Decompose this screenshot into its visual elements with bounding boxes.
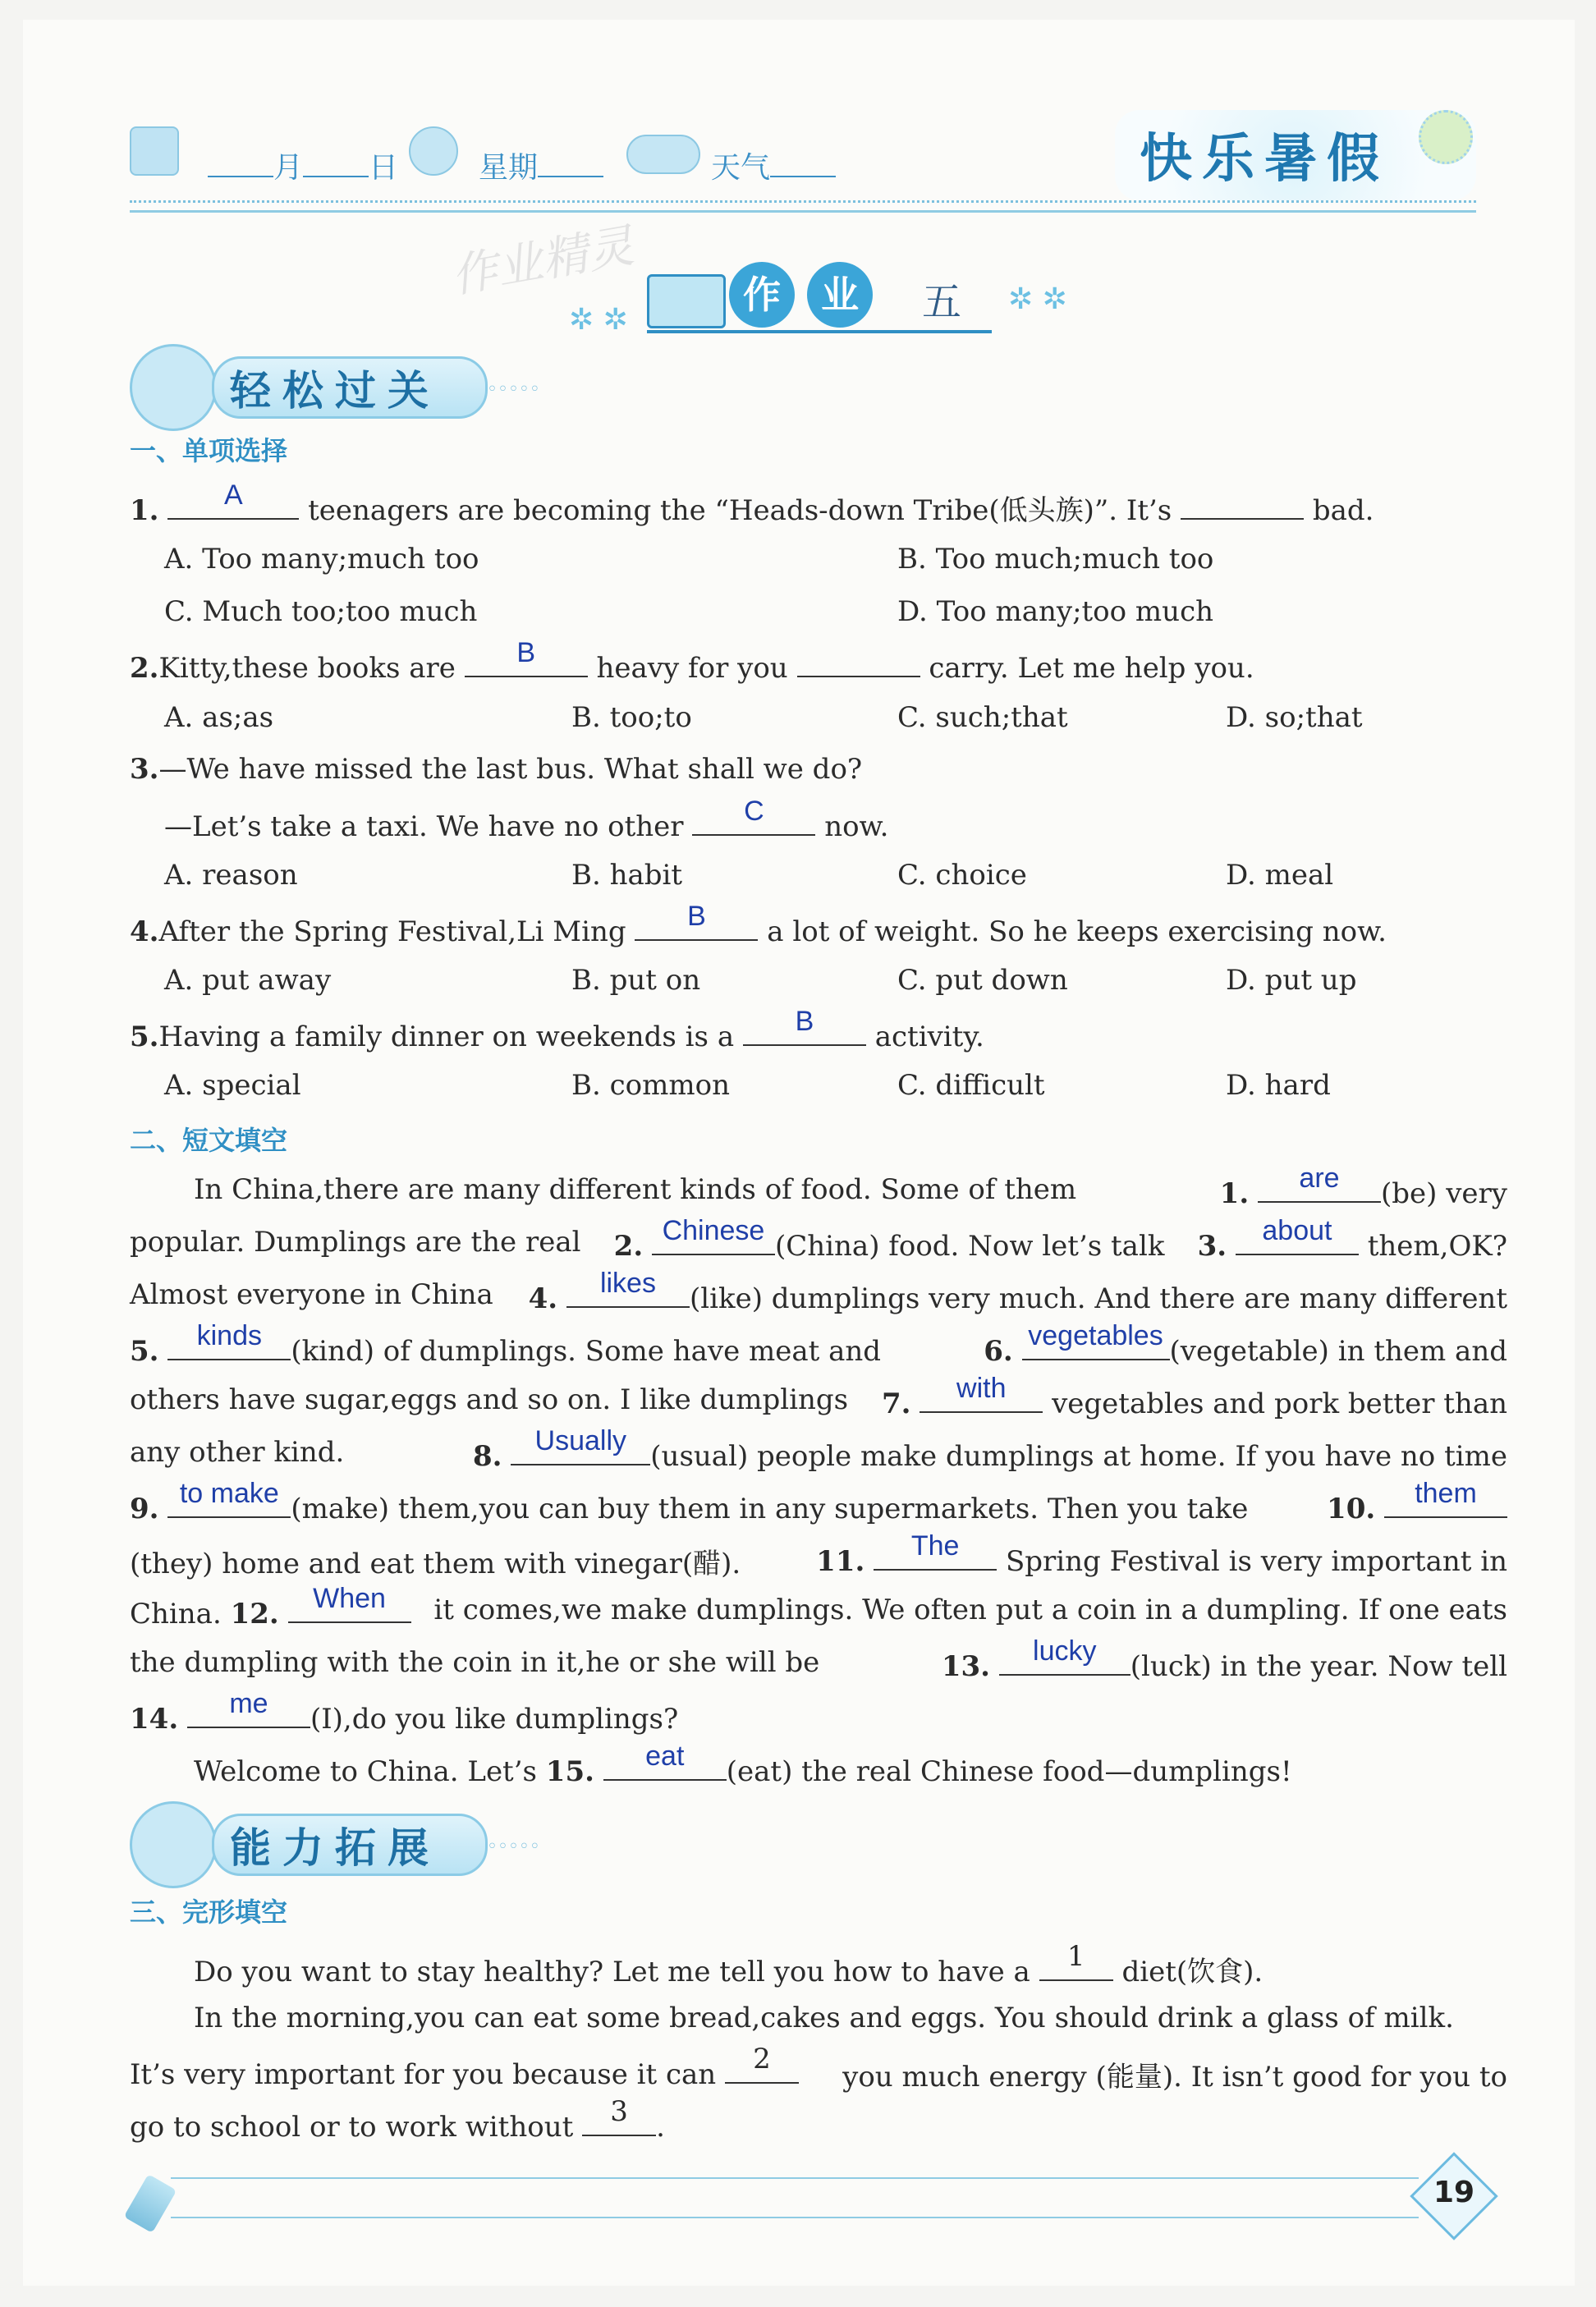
sparkle-icon: ✲ ✲ bbox=[569, 303, 628, 337]
q2-option-a[interactable]: A. as;as bbox=[164, 701, 274, 734]
cloze-line-8: (they) home and eat them with vinegar(醋). 11. The Spring Festival is very important in bbox=[130, 1530, 1507, 1580]
blank-3[interactable]: about bbox=[1236, 1226, 1359, 1255]
page bbox=[23, 20, 1575, 2286]
calendar-icon bbox=[130, 126, 179, 176]
q3-blank[interactable]: C bbox=[692, 806, 815, 836]
q2-blank-2[interactable] bbox=[797, 648, 920, 677]
q5-option-c[interactable]: C. difficult bbox=[897, 1069, 1045, 1102]
pencil-icon bbox=[124, 2174, 177, 2233]
cloze-line-3: Almost everyone in China 4. likes (like) dumplings very much. And there are many different bbox=[130, 1268, 1507, 1315]
cloze-line-9: China. 12. When it comes,we make dumplings. We often put a coin in a dumpling. If one eats bbox=[130, 1583, 1507, 1630]
cloze-line-2: popular. Dumplings are the real 2. Chinese (China) food. Now let’s talk 3. about them,OK? bbox=[130, 1215, 1507, 1263]
q3-option-d[interactable]: D. meal bbox=[1226, 859, 1334, 892]
blank-8[interactable]: Usually bbox=[511, 1436, 650, 1465]
homework-underline bbox=[647, 330, 992, 333]
q5-option-a[interactable]: A. special bbox=[164, 1069, 301, 1102]
q5-option-d[interactable]: D. hard bbox=[1226, 1069, 1331, 1102]
page-number: 19 bbox=[1433, 2176, 1475, 2209]
homework-badge-b: 业 bbox=[807, 262, 873, 328]
footer-rule-top bbox=[171, 2177, 1419, 2179]
blank-2[interactable]: Chinese bbox=[652, 1226, 775, 1255]
question-1: 1. A teenagers are becoming the “Heads-down Tribe(低头族)”. It’s bad. bbox=[130, 479, 1374, 527]
q4-option-d[interactable]: D. put up bbox=[1226, 964, 1357, 997]
q4-blank[interactable]: B bbox=[635, 911, 758, 941]
weekday-label: 星期 bbox=[479, 151, 539, 185]
question-5: 5.Having a family dinner on weekends is a B activity. bbox=[130, 1006, 984, 1053]
part3-heading: 三、完形填空 bbox=[130, 1897, 288, 1928]
part1-heading: 一、单项选择 bbox=[130, 435, 288, 466]
watermark-text: 作业精灵 bbox=[447, 218, 638, 304]
question-3: 3.—We have missed the last bus. What shall we do? bbox=[130, 753, 863, 786]
q2-option-d[interactable]: D. so;that bbox=[1226, 701, 1363, 734]
q3-option-a[interactable]: A. reason bbox=[164, 859, 298, 892]
cloze-blank-1[interactable]: 1 bbox=[1039, 1952, 1113, 1981]
cloze-blank-3[interactable]: 3 bbox=[582, 2107, 656, 2136]
homework-number: 五 bbox=[922, 279, 962, 325]
q3-option-b[interactable]: B. habit bbox=[571, 859, 683, 892]
blank-5[interactable]: kinds bbox=[167, 1331, 291, 1360]
section3-icon bbox=[130, 1801, 217, 1888]
header-divider bbox=[130, 200, 1476, 203]
blank-15[interactable]: eat bbox=[603, 1751, 727, 1781]
cloud-icon bbox=[626, 135, 700, 174]
blank-7[interactable]: with bbox=[920, 1383, 1043, 1413]
sun-icon bbox=[1419, 110, 1473, 164]
cloze-line-10: the dumpling with the coin in it,he or she will be 13. lucky (luck) in the year. Now tell bbox=[130, 1635, 1507, 1683]
blank-6[interactable]: vegetables bbox=[1022, 1331, 1170, 1360]
cloze-line-5: others have sugar,eggs and so on. I like dumplings 7. with vegetables and pork better than bbox=[130, 1373, 1507, 1420]
q4-option-a[interactable]: A. put away bbox=[164, 964, 332, 997]
passage-line-3: It’s very important for you because it can 2 you much energy (能量). It isn’t good for you to bbox=[130, 2043, 1507, 2094]
question-2: 2.Kitty,these books are B heavy for you carry. Let me help you. bbox=[130, 637, 1254, 685]
q4-option-c[interactable]: C. put down bbox=[897, 964, 1068, 997]
month-label: 月 bbox=[273, 151, 304, 185]
q1-option-d[interactable]: D. Too many;too much bbox=[897, 595, 1214, 628]
q2-option-c[interactable]: C. such;that bbox=[897, 701, 1068, 734]
weather-label: 天气 bbox=[711, 151, 771, 185]
cloze-line-6: any other kind. 8. Usually (usual) people make dumplings at home. If you have no time bbox=[130, 1425, 1507, 1473]
day-label: 日 bbox=[369, 151, 399, 185]
blank-11[interactable]: The bbox=[874, 1541, 997, 1571]
blank-14[interactable]: me bbox=[187, 1699, 310, 1728]
blank-4[interactable]: likes bbox=[566, 1278, 690, 1308]
blank-12[interactable]: When bbox=[288, 1594, 411, 1623]
passage-line-1: Do you want to stay healthy? Let me tell you how to have a 1 diet(饮食). bbox=[194, 1940, 1264, 1988]
section1-title: 轻松过关 bbox=[230, 367, 440, 415]
section3-title: 能力拓展 bbox=[230, 1824, 440, 1872]
cloze-line-7: 9. to make (make) them,you can buy them in any supermarkets. Then you take 10. them bbox=[130, 1488, 1507, 1525]
q2-blank[interactable]: B bbox=[465, 648, 588, 677]
cloze-blank-2[interactable]: 2 bbox=[725, 2054, 799, 2084]
q3-option-c[interactable]: C. choice bbox=[897, 859, 1027, 892]
question-4: 4.After the Spring Festival,Li Ming B a lot of weight. So he keeps exercising now. bbox=[130, 901, 1387, 948]
passage-line-2: In the morning,you can eat some bread,cakes and eggs. You should drink a glass of milk. bbox=[194, 2002, 1454, 2034]
part2-heading: 二、短文填空 bbox=[130, 1125, 288, 1156]
clock-icon bbox=[409, 126, 458, 176]
q1-option-a[interactable]: A. Too many;much too bbox=[164, 543, 479, 576]
footer-rule-bottom bbox=[171, 2217, 1419, 2218]
homework-badge-a: 作 bbox=[729, 262, 795, 328]
q5-option-b[interactable]: B. common bbox=[571, 1069, 730, 1102]
section-icon bbox=[130, 344, 217, 431]
passage-line-4: go to school or to work without 3 . bbox=[130, 2095, 665, 2144]
blank-13[interactable]: lucky bbox=[999, 1646, 1130, 1676]
q1-option-c[interactable]: C. Much too;too much bbox=[164, 595, 478, 628]
cloze-line-1: In China,there are many different kinds of food. Some of them 1. are (be) very bbox=[194, 1163, 1507, 1210]
blank-10[interactable]: them bbox=[1384, 1488, 1507, 1518]
q5-blank[interactable]: B bbox=[743, 1016, 866, 1046]
date-line bbox=[208, 144, 398, 186]
book-icon bbox=[647, 274, 726, 328]
blank-9[interactable]: to make bbox=[167, 1488, 291, 1518]
q1-option-b[interactable]: B. Too much;much too bbox=[897, 543, 1214, 576]
brand-title: 快乐暑假 bbox=[1140, 129, 1389, 190]
pill-trail: ◦◦◦◦◦ bbox=[487, 379, 540, 400]
q1-blank-2[interactable] bbox=[1181, 490, 1304, 520]
sparkle-icon: ✲ ✲ bbox=[1008, 282, 1067, 316]
q2-option-b[interactable]: B. too;to bbox=[571, 701, 692, 734]
pill-trail: ◦◦◦◦◦ bbox=[487, 1837, 540, 1857]
question-3-line2: —Let’s take a taxi. We have no other C now. bbox=[164, 796, 889, 843]
blank-1[interactable]: are bbox=[1258, 1173, 1381, 1203]
header-rule bbox=[130, 210, 1476, 213]
cloze-line-12: Welcome to China. Let’s 15. eat (eat) the real Chinese food—dumplings! bbox=[194, 1741, 1292, 1788]
q4-option-b[interactable]: B. put on bbox=[571, 964, 701, 997]
weather-line bbox=[711, 144, 836, 186]
q1-blank[interactable]: A bbox=[167, 490, 299, 520]
cloze-line-4: 5. kinds (kind) of dumplings. Some have meat and 6. vegetables (vegetable) in them and bbox=[130, 1320, 1507, 1368]
cloze-line-11: 14. me (I),do you like dumplings? bbox=[130, 1688, 679, 1736]
weekday-line bbox=[479, 144, 603, 186]
